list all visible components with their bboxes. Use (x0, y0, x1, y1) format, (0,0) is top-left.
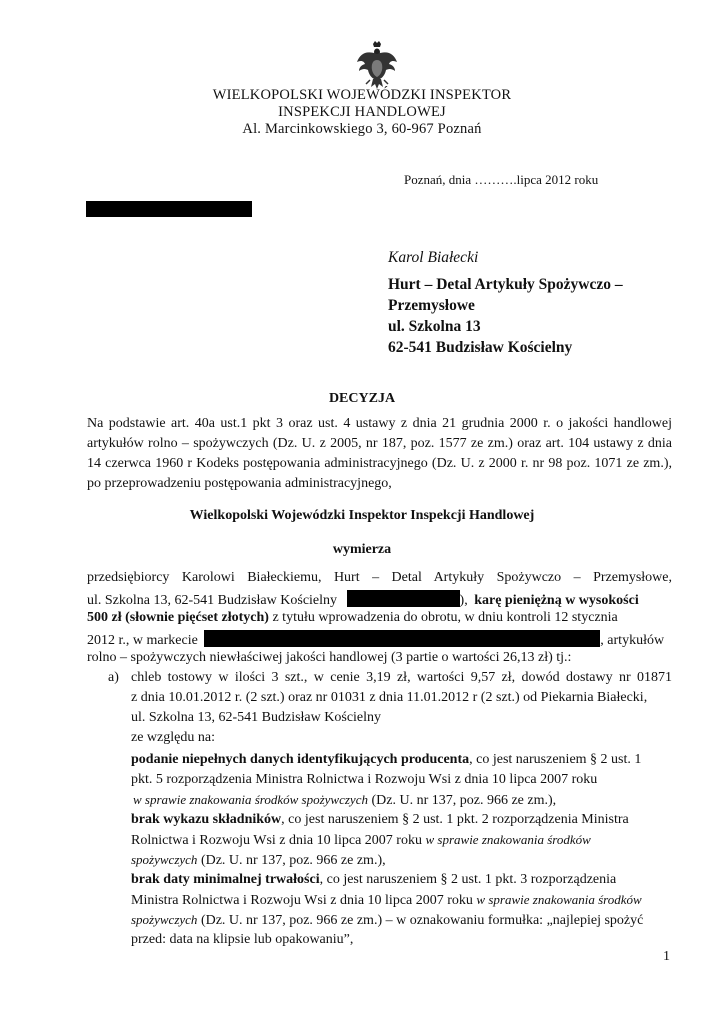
reason-1-line-2: pkt. 5 rozporządzenia Ministra Rolnictwa i Rozwoju Wsi z dnia 10 lipca 2007 roku (131, 772, 598, 787)
authority-name: Wielkopolski Wojewódzki Inspektor Inspekcji Handlowej (189, 508, 535, 523)
penalty-amount: 500 zł (słownie pięćset złotych) (87, 610, 269, 625)
intro-paragraph: Na podstawie art. 40a ust.1 pkt 3 oraz ust. 4 ustawy z dnia 21 grudnia 2000 r. o jakości handlowej artykułów rolno – spożywczych (Dz. U. z 2005, nr 187, poz. 1577 ze zm.) oraz art. 104 ustawy z dnia 14 czerwca 1960 r Kodeks postępowania administracyjnego (Dz. U. z 2000 r. nr 98 poz. 1071 ze zm.), po przeprowadzeniu postępowania administracyjnego, (87, 416, 672, 491)
body-address: ul. Szkolna 13, 62-541 Budzisław Kościelny (87, 593, 338, 608)
item-a-line-4: ze względu na: (131, 730, 215, 745)
reason-2-text-2: Rolnictwa i Rozwoju Wsi z dnia 10 lipca 2007 roku (131, 833, 426, 848)
page-number: 1 (663, 949, 670, 964)
reason-3-line-1 (131, 872, 672, 888)
recipient-city: 62-541 Budzisław Kościelny (388, 339, 573, 356)
reason-1-citation: (Dz. U. nr 137, poz. 966 ze zm.), (367, 793, 557, 808)
redacted-inline-market (204, 630, 600, 647)
reason-3-line-2 (131, 892, 672, 909)
reason-2-line-2 (131, 832, 672, 849)
reason-3-title: brak daty minimalnej trwałości (131, 872, 320, 887)
header-line-1: WIELKOPOLSKI WOJEWÓDZKI INSPEKTOR (212, 87, 512, 103)
regulation-title: spożywczych (131, 852, 198, 867)
regulation-title: spożywczych (131, 912, 198, 927)
regulation-title: w sprawie znakowania środków (476, 892, 642, 907)
reason-3-citation: (Dz. U. nr 137, poz. 966 ze zm.) – w oznakowaniu formułka: „najlepiej spożyć (197, 913, 644, 928)
reason-1-text: , co jest naruszeniem § 2 ust. 1 (469, 752, 642, 767)
penalty-label: karę pieniężną w wysokości (474, 593, 639, 608)
reason-3-line-3 (131, 912, 672, 929)
body-paren: ), (459, 593, 468, 608)
reason-2-line-3 (131, 852, 672, 869)
item-a-line-3: ul. Szkolna 13, 62-541 Budzisław Kościelny (131, 710, 382, 725)
reason-1-title: podanie niepełnych danych identyfikujących producenta (131, 752, 470, 767)
item-a-label: a) (108, 670, 119, 685)
document-date: Poznań, dnia ……….lipca 2012 roku (404, 172, 599, 187)
reason-2-line-1 (131, 812, 672, 828)
document-title: DECYZJA (328, 391, 396, 406)
redacted-inline (347, 590, 460, 607)
reason-2-title: brak wykazu składników (131, 812, 282, 827)
eagle-emblem-icon (356, 40, 398, 90)
reason-2-citation: (Dz. U. nr 137, poz. 966 ze zm.), (197, 853, 386, 868)
body-line-4 (87, 630, 672, 649)
body-line-3 (87, 610, 672, 626)
reason-2-text: , co jest naruszeniem § 2 ust. 1 pkt. 2 rozporządzenia Ministra (281, 812, 629, 827)
item-a-line-2: z dnia 10.01.2012 r. (2 szt.) oraz nr 01031 z dnia 11.01.2012 r (2 szt.) od Piekarnia Białecki, (131, 690, 648, 705)
decision-verb: wymierza (332, 542, 392, 557)
body-line-5: rolno – spożywczych niewłaściwej jakości handlowej (3 partie o wartości 26,13 zł) tj.: (87, 650, 572, 665)
recipient-name: Karol Białecki (388, 249, 479, 266)
redacted-block (86, 201, 252, 217)
header-line-2: INSPEKCJI HANDLOWEJ (278, 104, 446, 120)
body-line-1: przedsiębiorcy Karolowi Białeckiemu, Hurt – Detal Artykuły Spożywczo – Przemysłowe, (87, 570, 672, 585)
regulation-title: w sprawie znakowania środków spożywczych (133, 792, 368, 807)
body-line-4-start: 2012 r., w markecie (87, 633, 198, 648)
item-a-line-1: chleb tostowy w ilości 3 szt., w cenie 3,19 zł, wartości 9,57 zł, dowód dostawy nr 01871 (131, 670, 672, 685)
regulation-title: w sprawie znakowania środków (425, 832, 591, 847)
reason-1-line-1 (131, 752, 672, 768)
reason-1-line-3 (133, 792, 674, 809)
reason-3-text: , co jest naruszeniem § 2 ust. 1 pkt. 3 rozporządzenia (319, 872, 617, 887)
body-line-2 (87, 590, 672, 609)
recipient-company-line-2: Przemysłowe (388, 297, 475, 314)
header-address: Al. Marcinkowskiego 3, 60-967 Poznań (242, 121, 482, 137)
reason-3-text-2: Ministra Rolnictwa i Rozwoju Wsi z dnia 10 lipca 2007 roku (131, 893, 477, 908)
body-line-3-rest: z tytułu wprowadzenia do obrotu, w dniu kontroli 12 stycznia (268, 610, 618, 625)
recipient-company-line-1: Hurt – Detal Artykuły Spożywczo – (388, 276, 623, 293)
reason-3-line-4: przed: data na klipsie lub opakowaniu”, (131, 932, 354, 947)
body-line-4-end: , artykułów (600, 633, 665, 648)
recipient-street: ul. Szkolna 13 (388, 318, 481, 335)
